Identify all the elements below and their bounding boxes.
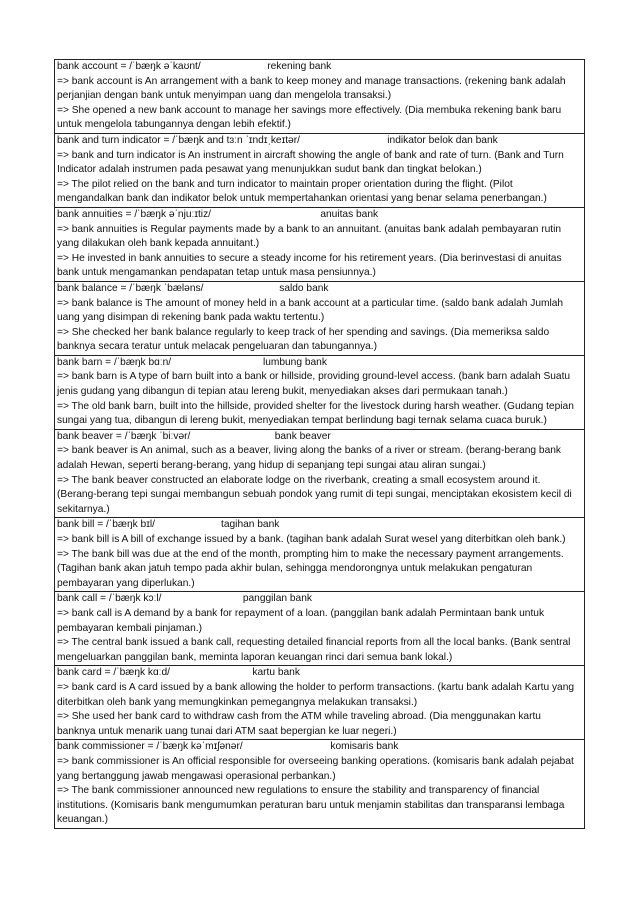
entry-example: => The pilot relied on the bank and turn indicator to maintain proper orientation during the flight. (Pilot mengandalkan bank dan indikator belok untuk mempertahankan orientasi yang benar selama penerbangan.): [57, 178, 547, 205]
entry-definition: => bank annuities is Regular payments made by a bank to an annuitant. (anuitas bank adalah pembayaran rutin yang dilakukan oleh bank kepada annuitant.): [57, 223, 562, 250]
entry-example: => The bank bill was due at the end of the month, prompting him to make the necessary payment arrangements. (Tagihan bank akan jatuh tempo pada akhir bulan, sehingga mendorongnya untuk melakukan pengaturan pembayaran yang diperlukan.): [57, 548, 564, 589]
entry-example: => She opened a new bank account to manage her savings more effectively. (Dia membuka rekening bank baru untuk mengelola tabungannya dengan lebih efektif.): [57, 104, 562, 131]
entry-heading: bank annuities = /ˈbæŋk əˈnjuːɪtiz/ anuitas bank: [57, 208, 582, 223]
entry-ipa: /ˈbæŋk ˈbiːvər/: [124, 430, 191, 442]
entry-gloss: panggilan bank: [242, 593, 312, 605]
entry-definition: => bank bill is A bill of exchange issued by a bank. (tagihan bank adalah Surat wesel yang diterbitkan oleh bank.): [57, 534, 566, 545]
entry-example: => The bank beaver constructed an elaborate lodge on the riverbank, creating a small ecosystem around it. (Berang-berang tepi sungai membangun sebuah pondok yang rumit di tepi sungai, menciptakan ekosistem kecil di sekitarnya.): [57, 474, 572, 515]
entry-gloss: lumbung bank: [262, 356, 327, 368]
entry-term: bank beaver: [57, 430, 114, 442]
entry-definition: => bank account is An arrangement with a bank to keep money and manage transactions. (rekening bank adalah perjanjian dengan bank untuk menyimpan uang dan mengelola transaksi.): [57, 75, 566, 102]
entry-gloss: indikator belok dan bank: [387, 134, 498, 146]
entry-gloss: saldo bank: [279, 282, 329, 294]
entry-heading: bank card = /ˈbæŋk kɑːd/ kartu bank: [57, 666, 582, 681]
entry-term: bank annuities: [57, 208, 123, 220]
entry-bank-balance: [54, 281, 585, 355]
entry-term: bank bill: [57, 519, 95, 531]
entry-example: => The central bank issued a bank call, requesting detailed financial reports from all the local banks. (Bank sentral mengeluarkan panggilan bank, meminta laporan keuangan rinci dari semua bank lokal.): [57, 637, 571, 663]
entry-ipa: /ˈbæŋk kɑːd/: [113, 667, 170, 679]
entry-term: bank commissioner: [57, 741, 145, 753]
entry-ipa: /ˈbæŋk kəˈmɪʃənər/: [156, 741, 243, 753]
entry-term: bank account: [57, 61, 118, 72]
entry-definition: => bank balance is The amount of money held in a bank account at a particular time. (saldo bank adalah Jumlah uang yang disimpan di rekening bank pada waktu tertentu.): [57, 297, 564, 324]
entry-definition: => bank beaver is An animal, such as a beaver, living along the banks of a river or stream. (berang-berang bank adalah Hewan, seperti berang-berang, yang hidup di sepanjang tepi sungai atau aliran sungai.): [57, 445, 562, 472]
entry-bank-and-turn-indicator: [54, 133, 585, 207]
entry-definition: => bank card is A card issued by a bank allowing the holder to perform transactions. (kartu bank adalah Kartu yang diterbitkan oleh bank yang memungkinkan pemegangnya melakukan transaksi.): [57, 681, 575, 708]
entry-heading: bank account = /ˈbæŋk əˈkaʊnt/ rekening bank: [57, 60, 582, 75]
entry-heading: bank beaver = /ˈbæŋk ˈbiːvər/ bank beaver: [57, 430, 582, 445]
entry-definition: => bank call is A demand by a bank for repayment of a loan. (panggilan bank adalah Permintaan bank untuk pembayaran kembali pinjaman.): [57, 607, 545, 634]
entry-ipa: /ˈbæŋk bɪl/: [106, 519, 155, 531]
entry-heading: bank balance = /ˈbæŋk ˈbæləns/ saldo bank: [57, 282, 582, 297]
entry-bank-card: [54, 665, 585, 739]
entry-definition: => bank commissioner is An official responsible for overseeing banking operations. (komisaris bank adalah pejabat yang bertanggung jawab mengawasi operasional perbankan.): [57, 755, 574, 782]
entry-ipa: /ˈbæŋk ˈbæləns/: [129, 282, 204, 294]
entry-heading: bank bill = /ˈbæŋk bɪl/ tagihan bank: [57, 518, 582, 533]
entry-ipa: /ˈbæŋk əˈkaʊnt/: [129, 61, 201, 72]
entry-example: => He invested in bank annuities to secure a steady income for his retirement years. (Dia berinvestasi di anuitas bank untuk mengamankan pendapatan tetap untuk masa pensiunnya.): [57, 252, 562, 279]
entry-heading: bank commissioner = /ˈbæŋk kəˈmɪʃənər/ komisaris bank: [57, 740, 582, 755]
entry-definition: => bank barn is A type of barn built into a bank or hillside, providing ground-level access. (bank barn adalah Suatu jenis gudang yang dibangun di tepian atau lereng bukit, menyediakan akses dari permukaan tanah.): [57, 371, 571, 398]
entry-bank-bill: [54, 517, 585, 591]
entry-term: bank and turn indicator: [57, 134, 161, 146]
dictionary-page: [54, 59, 585, 829]
entry-term: bank barn: [57, 356, 103, 368]
entry-example: => She checked her bank balance regularly to keep track of her spending and savings. (Dia memeriksa saldo banknya secara teratur untuk melacak pengeluaran dan tabungannya.): [57, 326, 550, 353]
entry-term: bank balance: [57, 282, 118, 294]
entry-gloss: tagihan bank: [221, 519, 280, 531]
entry-ipa: /ˈbæŋk bɑːn/: [113, 356, 172, 368]
entry-example: => The old bank barn, built into the hillside, provided shelter for the livestock during harsh weather. (Gudang tepian sungai yang tua, dibangun di lereng bukit, menyediakan tempat berlindung bagi ternak selama cuaca buruk.): [57, 400, 574, 427]
entry-gloss: komisaris bank: [330, 741, 399, 753]
entry-term: bank card: [57, 667, 102, 679]
entry-heading: bank barn = /ˈbæŋk bɑːn/ lumbung bank: [57, 356, 582, 371]
entry-bank-commissioner: [54, 739, 585, 829]
entry-example: => She used her bank card to withdraw cash from the ATM while traveling abroad. (Dia menggunakan kartu banknya untuk menarik uang tunai dari ATM saat bepergian ke luar negeri.): [57, 711, 541, 737]
entry-heading: bank call = /ˈbæŋk kɔːl/ panggilan bank: [57, 592, 582, 607]
entry-gloss: anuitas bank: [320, 208, 379, 220]
entry-bank-call: [54, 591, 585, 665]
entry-bank-account: [54, 59, 585, 133]
entry-ipa: /ˈbæŋk əˈnjuːɪtiz/: [134, 208, 211, 220]
entry-gloss: bank beaver: [274, 430, 331, 442]
entry-gloss: kartu bank: [252, 667, 300, 679]
entry-example: => The bank commissioner announced new regulations to ensure the stability and transparency of financial institutions. (Komisaris bank mengumumkan peraturan baru untuk menjamin stabilitas dan transparansi lembaga keuangan.): [57, 785, 565, 826]
entry-gloss: rekening bank: [267, 61, 332, 72]
entry-ipa: /ˈbæŋk and tɜːn ˈɪndɪˌkeɪtər/: [172, 134, 300, 146]
entry-heading: bank and turn indicator = /ˈbæŋk and tɜːn ˈɪndɪˌkeɪtər/ indikator belok dan bank: [57, 134, 582, 149]
entry-bank-barn: [54, 355, 585, 429]
entry-term: bank call: [57, 593, 98, 605]
entry-bank-annuities: [54, 207, 585, 281]
entry-definition: => bank and turn indicator is An instrument in aircraft showing the angle of bank and rate of turn. (Bank and Turn Indicator adalah instrumen pada pesawat yang menunjukkan sudut bank dan tingkat belokan.): [57, 149, 564, 176]
entry-ipa: /ˈbæŋk kɔːl/: [108, 593, 162, 605]
entry-bank-beaver: [54, 429, 585, 518]
